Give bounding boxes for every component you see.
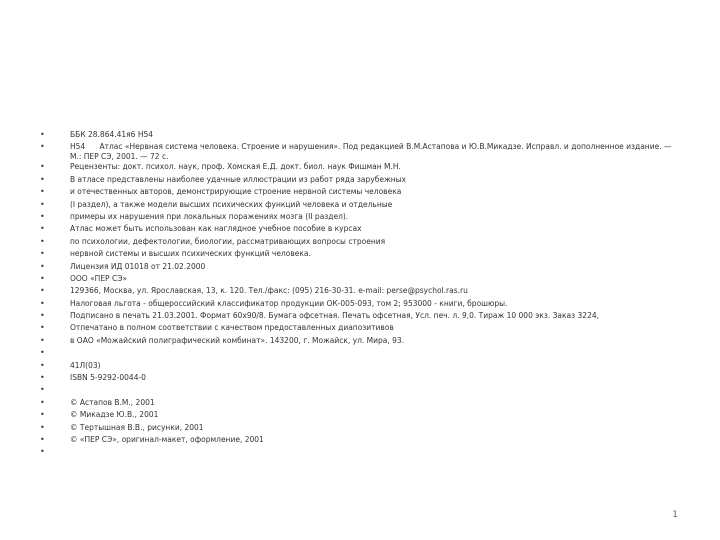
bullet-icon: • <box>40 187 45 197</box>
bullet-text: ISBN 5-9292-0044-0 <box>70 373 146 383</box>
bullet-text: © Тертышная В.В., рисунки, 2001 <box>70 422 204 432</box>
bullet-item <box>40 398 680 410</box>
bullet-icon: • <box>40 373 45 383</box>
bullet-text: ББК 28.864.41я6 Н54 <box>70 130 154 139</box>
bullet-icon: • <box>40 385 45 395</box>
bullet-item <box>40 323 680 335</box>
bullet-text: в ОАО «Можайский полиграфический комбинат». 143200, г. Можайск, ул. Мира, 93. <box>70 335 405 345</box>
bullet-text: Рецензенты: докт. психол. наук, проф. Хомская Е.Д. докт. биол. наук Фишман М.Н. <box>70 162 401 172</box>
bullet-item <box>40 435 680 447</box>
bullet-item <box>40 410 680 422</box>
bullet-list <box>40 130 680 460</box>
bullet-icon: • <box>40 273 45 283</box>
bullet-text: Атлас может быть использован как наглядное учебное пособие в курсах <box>70 224 362 234</box>
bullet-item <box>40 237 680 249</box>
bullet-item <box>40 224 680 236</box>
page-number: 1 <box>672 510 678 520</box>
bullet-text: Лицензия ИД 01018 от 21.02.2000 <box>70 261 206 271</box>
bullet-icon: • <box>40 360 45 370</box>
bullet-text: В атласе представлены наиболее удачные иллюстрации из работ ряда зарубежных <box>70 174 406 184</box>
bullet-text: Отпечатано в полном соответствии с качеством предоставленных диапозитивов <box>70 323 394 333</box>
bullet-item <box>40 212 680 224</box>
bullet-item <box>40 447 680 459</box>
bullet-icon: • <box>40 224 45 234</box>
bullet-icon: • <box>40 199 45 209</box>
bullet-text: © Астапов В.М., 2001 <box>70 397 155 407</box>
bullet-item <box>40 274 680 286</box>
bullet-text: Налоговая льгота - общероссийский классификатор продукции ОК-005-093, том 2; 953000 - книги, брошюры. <box>70 298 508 308</box>
bullet-icon: • <box>40 130 45 139</box>
bullet-icon: • <box>40 323 45 333</box>
bullet-icon: • <box>40 142 45 152</box>
bullet-item <box>40 348 680 360</box>
bullet-text: 129366, Москва, ул. Ярославская, 13, к. 120. Тел./факс: (095) 216-30-31. e-mail: perse@psychol.ras.ru <box>70 286 468 296</box>
bullet-item <box>40 385 680 397</box>
bullet-item <box>40 299 680 311</box>
bullet-item <box>40 187 680 199</box>
bullet-text: © «ПЕР СЭ», оригинал-макет, оформление, 2001 <box>70 434 264 444</box>
bullet-item <box>40 286 680 298</box>
bullet-item <box>40 311 680 323</box>
bullet-icon: • <box>40 211 45 221</box>
bullet-item <box>40 175 680 187</box>
bullet-item <box>40 361 680 373</box>
bullet-icon: • <box>40 249 45 259</box>
bullet-text: по психологии, дефектологии, биологии, рассматривающих вопросы строения <box>70 236 386 246</box>
bullet-item <box>40 130 680 142</box>
bullet-icon: • <box>40 410 45 420</box>
bullet-icon: • <box>40 236 45 246</box>
bullet-text: Подписано в печать 21.03.2001. Формат 60х90/8. Бумага офсетная. Печать офсетная, Усл. печ. л. 9,0. Тираж 10 000 экз. Заказ 3224, <box>70 311 599 321</box>
bullet-text: ООО «ПЕР СЭ» <box>70 273 128 283</box>
bullet-icon: • <box>40 348 45 358</box>
bullet-icon: • <box>40 261 45 271</box>
bullet-icon: • <box>40 298 45 308</box>
bullet-text: © Микадзе Ю.В., 2001 <box>70 410 159 420</box>
bullet-icon: • <box>40 447 45 457</box>
bullet-item <box>40 249 680 261</box>
bullet-icon: • <box>40 434 45 444</box>
bullet-item <box>40 142 680 162</box>
bullet-text: и отечественных авторов, демонстрирующие строение нервной системы человека <box>70 187 402 197</box>
bullet-item <box>40 262 680 274</box>
bullet-text: Н54 Атлас «Нервная система человека. Строение и нарушения». Под редакцией В.М.Астапова и Ю.В.Микадзе. Исправл. и дополненное издание. — М.: ПЕР СЭ, 2001. — 72 с. <box>70 142 674 162</box>
bullet-item <box>40 423 680 435</box>
bullet-item <box>40 162 680 174</box>
bullet-icon: • <box>40 422 45 432</box>
bullet-text: (I раздел), а также модели высших психических функций человека и отдельные <box>70 199 393 209</box>
bullet-item <box>40 336 680 348</box>
bullet-icon: • <box>40 311 45 321</box>
bullet-text: примеры их нарушения при локальных поражениях мозга (II раздел). <box>70 211 349 221</box>
bullet-icon: • <box>40 174 45 184</box>
bullet-text: 41Л(03) <box>70 360 101 370</box>
bullet-icon: • <box>40 162 45 172</box>
bullet-item <box>40 200 680 212</box>
bullet-icon: • <box>40 286 45 296</box>
bullet-icon: • <box>40 335 45 345</box>
bullet-text: нервной системы и высших психических функций человека. <box>70 249 311 259</box>
bullet-icon: • <box>40 397 45 407</box>
bullet-item <box>40 373 680 385</box>
